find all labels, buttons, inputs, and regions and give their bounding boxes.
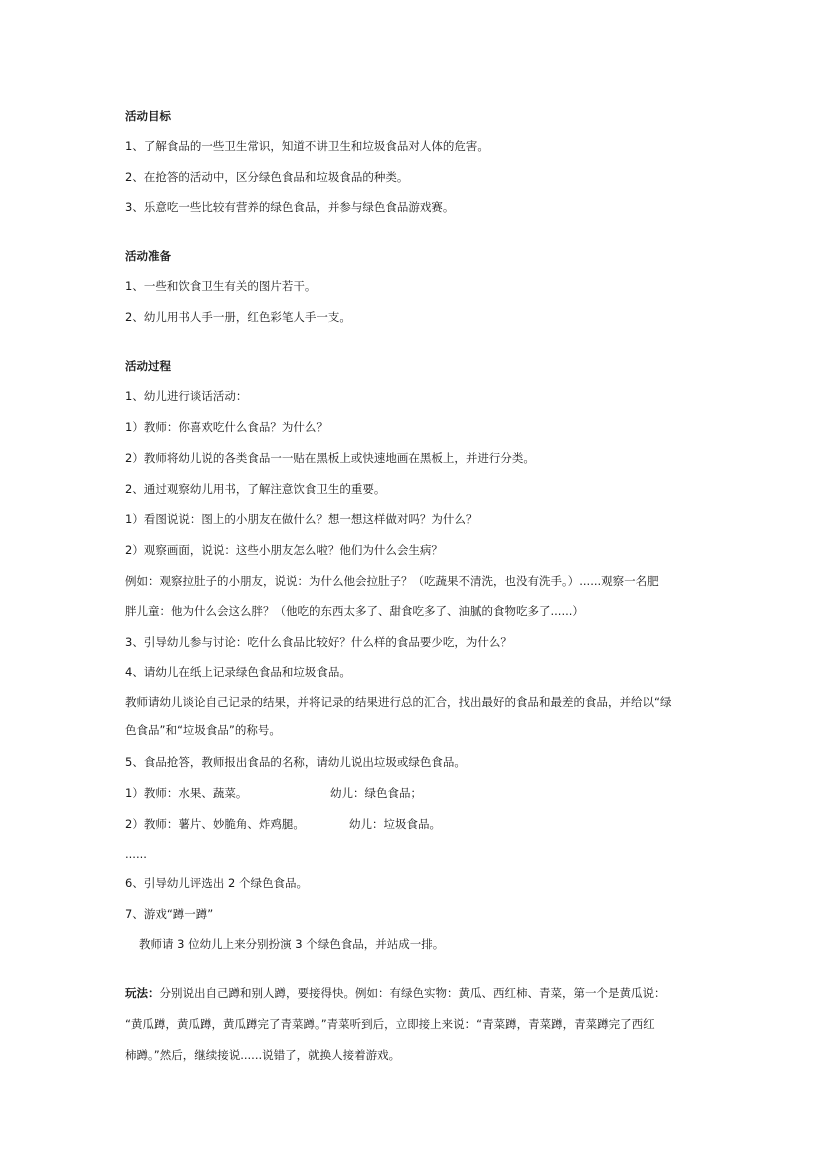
prep-item-1: 1、一些和饮食卫生有关的图片若干。 [125,279,317,293]
rules-label: 玩法： [125,986,160,1000]
process-tail-2: 7、游戏“蹲一蹲” [125,907,214,921]
process-line: 5、食品抢答，教师报出食品的名称，请幼儿说出垃圾或绿色食品。 [125,755,466,769]
goal-item-2: 2、在抢答的活动中，区分绿色食品和垃圾食品的种类。 [125,170,409,184]
process-line: 1）看图说说：图上的小朋友在做什么？想一想这样做对吗？为什么？ [125,512,478,526]
qa-child-1: 幼儿：绿色食品； [330,786,422,800]
process-line: 1、幼儿进行谈话活动： [125,389,248,403]
section-title-goals: 活动目标 [125,109,171,123]
game-intro: 教师请 3 位幼儿上来分别扮演 3 个绿色食品，并站成一排。 [139,937,445,951]
process-tail-1: 6、引导幼儿评选出 2 个绿色食品。 [125,876,308,890]
section-title-prep: 活动准备 [125,249,171,263]
qa-teacher-1: 1）教师：水果、蔬菜。 [125,786,248,800]
process-line: 教师请幼儿谈论自己记录的结果，并将记录的结果进行总的汇合，找出最好的食品和最差的食品，并给以“绿 [125,695,672,709]
rules-line-2: “黄瓜蹲，黄瓜蹲，黄瓜蹲完了青菜蹲。”青菜听到后，立即接上来说：“青菜蹲，青菜蹲，青菜蹲完了西红 [125,1017,655,1031]
prep-item-2: 2、幼儿用书人手一册，红色彩笔人手一支。 [125,310,351,324]
process-line: 色食品”和“垃圾食品”的称号。 [125,723,281,737]
section-title-process: 活动过程 [125,359,171,373]
process-line: 例如：观察拉肚子的小朋友，说说：为什么他会拉肚子？（吃蔬果不清洗，也没有洗手。）......观察一名肥 [125,574,659,588]
process-line: 2、通过观察幼儿用书，了解注意饮食卫生的重要。 [125,482,386,496]
process-line: 3、引导幼儿参与讨论：吃什么食品比较好？什么样的食品要少吃，为什么？ [125,635,512,649]
process-line: 2）观察画面，说说：这些小朋友怎么啦？他们为什么会生病？ [125,543,443,557]
rules-line-1 [125,985,666,1001]
goal-item-3: 3、乐意吃一些比较有营养的绿色食品，并参与绿色食品游戏赛。 [125,200,455,214]
rules-line-3: 柿蹲。”然后，继续接说......说错了，就换人接着游戏。 [125,1048,401,1062]
rules-text-1: 分别说出自己蹲和别人蹲，要接得快。例如：有绿色实物：黄瓜、西红柿、青菜，第一个是黄瓜说： [159,986,666,1000]
process-line: 1）教师：你喜欢吃什么食品？为什么？ [125,420,328,434]
process-line: 2）教师将幼儿说的各类食品一一贴在黑板上或快速地画在黑板上，并进行分类。 [125,451,535,465]
process-line: 4、请幼儿在纸上记录绿色食品和垃圾食品。 [125,665,351,679]
ellipsis-line: ...... [125,847,147,861]
process-line: 胖儿童：他为什么会这么胖？（他吃的东西太多了、甜食吃多了、油腻的食物吃多了......） [125,604,584,618]
qa-child-2: 幼儿：垃圾食品。 [349,817,441,831]
goal-item-1: 1、了解食品的一些卫生常识，知道不讲卫生和垃圾食品对人体的危害。 [125,139,489,153]
qa-teacher-2: 2）教师：薯片、妙脆角、炸鸡腿。 [125,817,305,831]
